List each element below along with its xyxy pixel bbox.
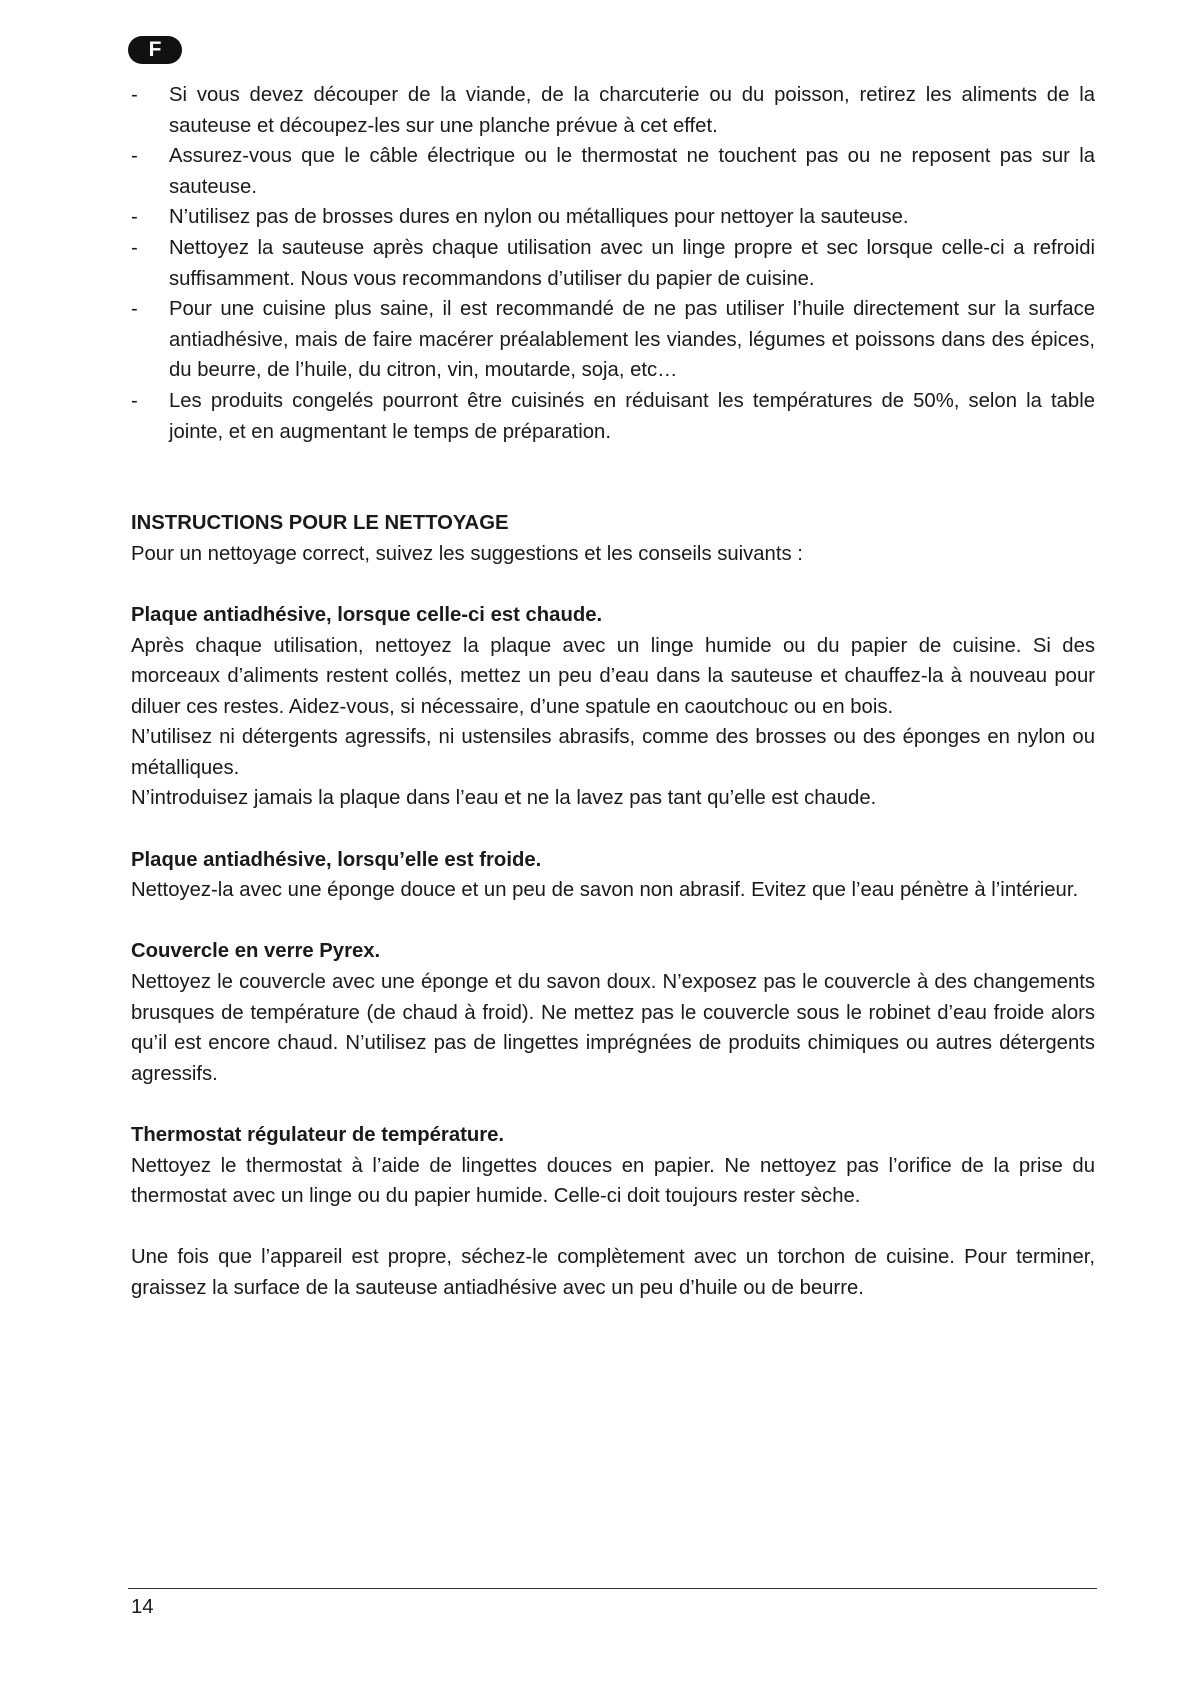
hot-plate-paragraph-3: N’introduisez jamais la plaque dans l’eau et ne la lavez pas tant qu’elle est chaude. <box>131 787 877 810</box>
dash-bullet: - <box>131 236 138 259</box>
thermostat-paragraph: Nettoyez le thermostat à l’aide de lingettes douces en papier. Ne nettoyez pas l’orifice de la prise du thermostat avec un linge ou du papier humide. Celle-ci doit toujours rester sèche. <box>131 1154 1095 1208</box>
dash-bullet: - <box>131 84 138 106</box>
dash-bullet: - <box>131 145 138 168</box>
cold-plate-paragraph: Nettoyez-la avec une éponge douce et un peu de savon non abrasif. Evitez que l’eau pénètre à l’intérieur. <box>131 879 1079 902</box>
list-item <box>131 202 1095 233</box>
list-item <box>131 80 1095 141</box>
final-section <box>131 1242 1095 1303</box>
dash-bullet: - <box>131 206 138 229</box>
hot-plate-section <box>131 600 1095 814</box>
cold-plate-section <box>131 845 1095 906</box>
hot-plate-paragraph-1: Après chaque utilisation, nettoyez la plaque avec un linge humide ou du papier de cuisine. Si des morceaux d’aliments restent collés, mettez un peu d’eau dans la sauteuse et chauffez-la à nouveau pour diluer ces restes. Aidez-vous, si nécessaire, d’une spatule en caoutchouc ou en bois. <box>131 634 1095 718</box>
tips-list <box>131 80 1095 447</box>
page-number: 14 <box>131 1596 154 1618</box>
hot-plate-title: Plaque antiadhésive, lorsque celle-ci est chaude. <box>131 603 603 626</box>
list-item <box>131 233 1095 294</box>
lid-section <box>131 936 1095 1089</box>
list-item-text: Les produits congelés pourront être cuisinés en réduisant les températures de 50%, selon la table jointe, et en augmentant le temps de préparation. <box>169 389 1095 443</box>
list-item-text: Pour une cuisine plus saine, il est recommandé de ne pas utiliser l’huile directement sur la surface antiadhésive, mais de faire macérer préalablement les viandes, légumes et poissons dans des épices, du beurre, de l’huile, du citron, vin, moutarde, soja, etc… <box>169 298 1095 382</box>
list-item-text: N’utilisez pas de brosses dures en nylon ou métalliques pour nettoyer la sauteuse. <box>169 206 909 229</box>
lid-paragraph: Nettoyez le couvercle avec une éponge et du savon doux. N’exposez pas le couvercle à des changements brusques de température (de chaud à froid). Ne mettez pas le couvercle sous le robinet d’eau froide alors qu’il est encore chaud. N’utilisez pas de lingettes imprégnées de produits chimiques ou autres détergents agressifs. <box>131 971 1095 1085</box>
list-item <box>131 141 1095 202</box>
list-item <box>131 294 1095 386</box>
hot-plate-paragraph-2: N’utilisez ni détergents agressifs, ni ustensiles abrasifs, comme des brosses ou des éponges en nylon ou métalliques. <box>131 726 1095 779</box>
lid-title: Couvercle en verre Pyrex. <box>131 940 381 963</box>
page-content <box>131 80 1095 1304</box>
final-paragraph: Une fois que l’appareil est propre, séchez-le complètement avec un torchon de cuisine. Pour terminer, graissez la surface de la sauteuse antiadhésive avec un peu d’huile ou de beurre. <box>131 1246 1095 1299</box>
list-item-text: Nettoyez la sauteuse après chaque utilisation avec un linge propre et sec lorsque celle-ci a refroidi suffisamment. Nous vous recommandons d’utiliser du papier de cuisine. <box>169 236 1095 290</box>
language-badge: F <box>128 36 182 64</box>
cleaning-intro: Pour un nettoyage correct, suivez les suggestions et les conseils suivants : <box>131 542 803 565</box>
list-item-text: Assurez-vous que le câble électrique ou le thermostat ne touchent pas ou ne reposent pas sur la sauteuse. <box>169 145 1095 198</box>
cold-plate-title: Plaque antiadhésive, lorsqu’elle est froide. <box>131 848 542 871</box>
list-item <box>131 386 1095 447</box>
thermostat-section <box>131 1120 1095 1212</box>
cleaning-section-title: INSTRUCTIONS POUR LE NETTOYAGE <box>131 512 509 535</box>
thermostat-title: Thermostat régulateur de température. <box>131 1124 505 1146</box>
dash-bullet: - <box>131 389 138 412</box>
list-item-text: Si vous devez découper de la viande, de la charcuterie ou du poisson, retirez les aliments de la sauteuse et découpez-les sur une planche prévue à cet effet. <box>169 84 1095 137</box>
footer-divider <box>128 1588 1097 1589</box>
dash-bullet: - <box>131 298 138 321</box>
